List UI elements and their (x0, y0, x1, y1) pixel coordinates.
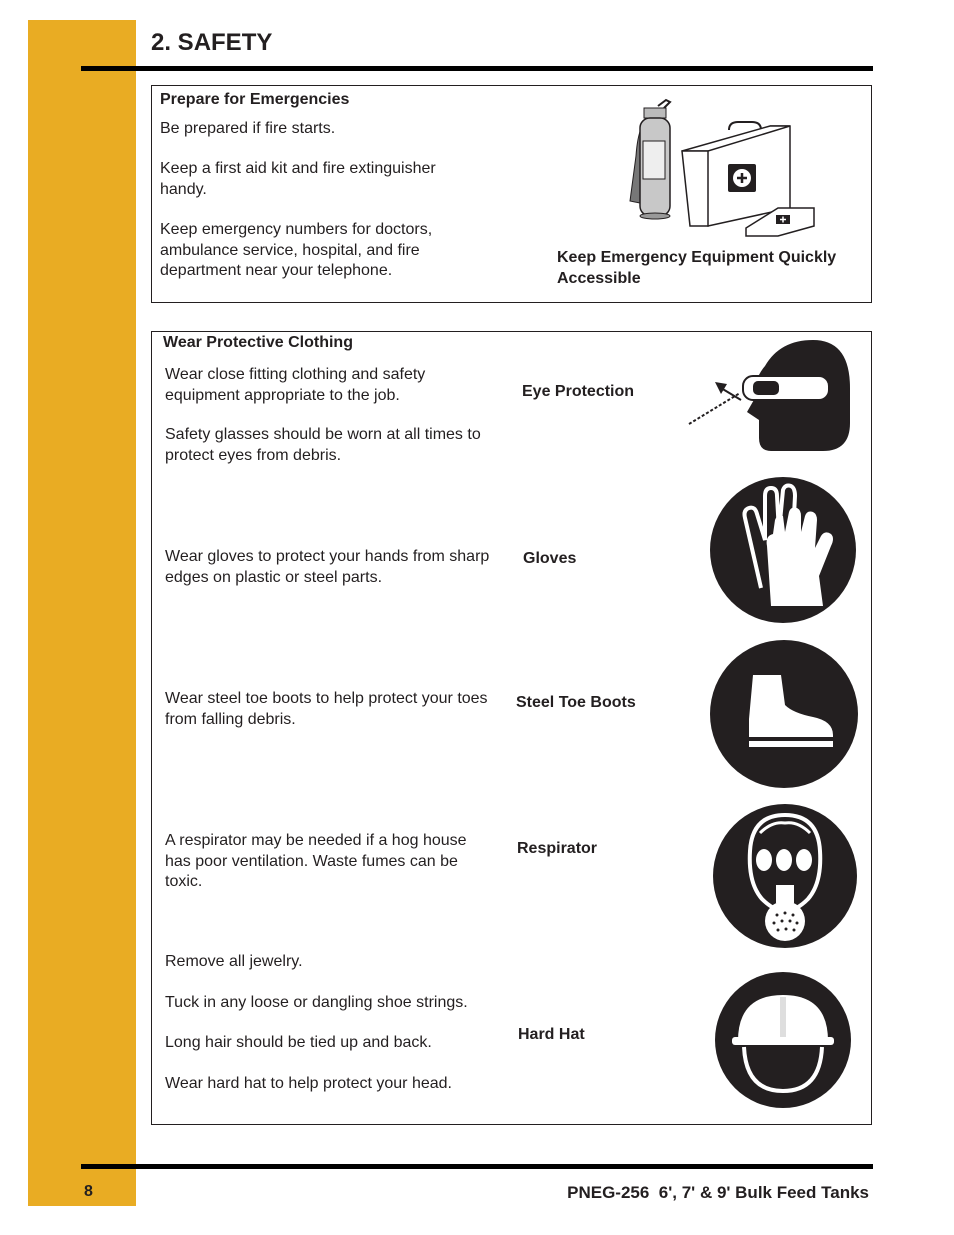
hardhat-text-3: Long hair should be tied up and back. (165, 1034, 432, 1051)
emergency-equipment-caption: Keep Emergency Equipment Quickly Accessible (557, 249, 837, 287)
eye-protection-icon (685, 338, 855, 456)
boots-text: Wear steel toe boots to help protect your toes from falling debris. (165, 690, 488, 728)
document-title: PNEG-256 6', 7' & 9' Bulk Feed Tanks (567, 1183, 869, 1202)
emergencies-text-1: Be prepared if fire starts. (160, 120, 336, 137)
hardhat-text-4: Wear hard hat to help protect your head. (165, 1075, 452, 1092)
protective-heading: Wear Protective Clothing (163, 334, 353, 351)
hardhat-text-2: Tuck in any loose or dangling shoe strings. (165, 994, 468, 1011)
steel-toe-boots-label: Steel Toe Boots (516, 694, 636, 711)
footer-rule (81, 1164, 873, 1169)
header-rule (81, 66, 873, 71)
eye-text-2: Safety glasses should be worn at all times to protect eyes from debris. (165, 426, 481, 464)
boot-icon (709, 639, 859, 789)
gloves-text: Wear gloves to protect your hands from sharp edges on plastic or steel parts. (165, 548, 490, 586)
page-sidebar-band (28, 20, 136, 1206)
emergencies-text-2: Keep a first aid kit and fire extinguisher handy. (160, 160, 436, 198)
fire-extinguisher-icon (630, 100, 670, 219)
emergencies-text-3: Keep emergency numbers for doctors, ambulance service, hospital, and fire department near your telephone. (160, 221, 433, 279)
emergency-equipment-icon (620, 96, 820, 241)
gloves-icon (709, 476, 857, 624)
page-title: 2. SAFETY (151, 29, 273, 56)
hard-hat-icon (714, 971, 852, 1109)
eye-protection-label: Eye Protection (522, 383, 635, 400)
gloves-label: Gloves (523, 550, 577, 567)
hard-hat-label: Hard Hat (518, 1026, 585, 1043)
eye-text-1: Wear close fitting clothing and safety equipment appropriate to the job. (165, 366, 426, 404)
page-number: 8 (84, 1183, 93, 1200)
first-aid-kit-icon (682, 122, 814, 236)
emergencies-heading: Prepare for Emergencies (160, 91, 350, 108)
hardhat-text-1: Remove all jewelry. (165, 953, 303, 970)
respirator-text: A respirator may be needed if a hog house has poor ventilation. Waste fumes can be toxic. (165, 832, 467, 890)
respirator-icon (712, 803, 858, 949)
respirator-label: Respirator (517, 840, 598, 857)
